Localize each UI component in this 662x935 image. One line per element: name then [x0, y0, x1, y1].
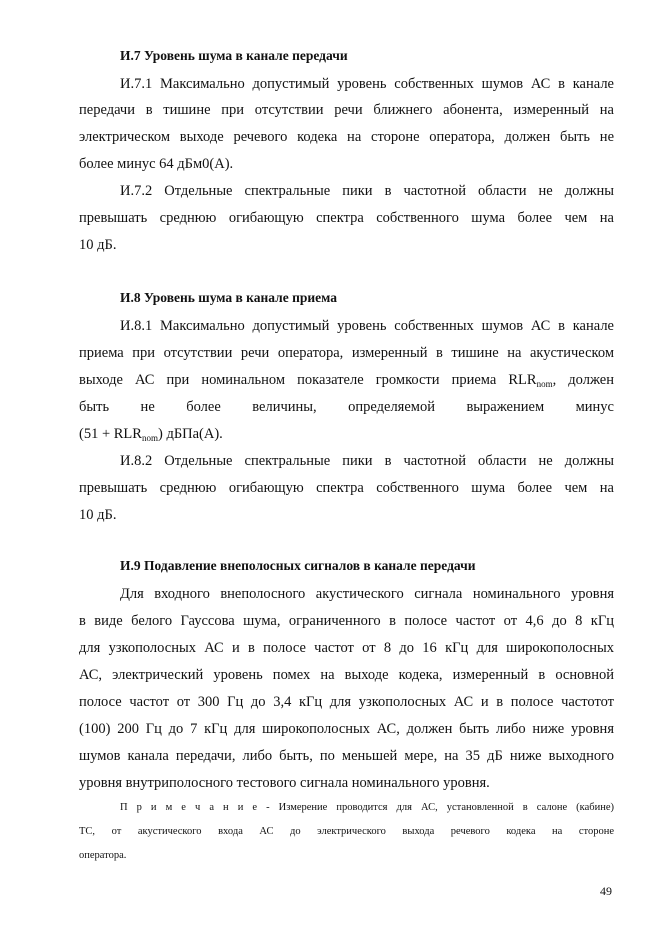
note-line: оператора. [79, 850, 127, 861]
paragraph-i9-line: Для входного внеполосного акустического сигнала номинального уровня [120, 586, 614, 602]
section-heading-i9: И.9 Подавление внеполосных сигналов в канале передачи [120, 558, 476, 573]
paragraph-i7-2-line: превышать среднюю огибающую спектра собственного шума более чем на [79, 210, 614, 226]
paragraph-i8-1-line [79, 425, 614, 443]
text-run: , должен [552, 372, 614, 388]
paragraph-i9-line: шумов канала передачи, либо быть, по меньшей мере, на 35 дБ ниже выходного [79, 748, 614, 764]
paragraph-i7-1-line: более минус 64 дБм0(А). [79, 156, 234, 172]
paragraph-i7-2-line: 10 дБ. [79, 237, 117, 253]
paragraph-i8-1-line [79, 371, 614, 389]
section-heading-i7: И.7 Уровень шума в канале передачи [120, 48, 348, 63]
paragraph-i8-2-line: 10 дБ. [79, 507, 117, 523]
paragraph-i7-1-line: электрическом выходе речевого кодека на стороне оператора, должен быть не [79, 129, 614, 145]
paragraph-i8-1-line: И.8.1 Максимально допустимый уровень собственных шумов АС в канале [120, 318, 614, 334]
text-run: (51 + RLR [79, 426, 142, 442]
subscript-nom: nom [141, 433, 158, 443]
note-line: ТС, от акустического входа АС до электрического выхода речевого кодека на стороне [79, 826, 614, 837]
paragraph-i9-line: для узкополосных АС и в полосе частот от 8 до 16 кГц для широкополосных [79, 640, 614, 656]
paragraph-i8-2-line: превышать среднюю огибающую спектра собственного шума более чем на [79, 480, 614, 496]
paragraph-i9-line: уровня внутриполосного тестового сигнала номинального уровня. [79, 775, 490, 791]
paragraph-i8-1-line: быть не более величины, определяемой выражением минус [79, 399, 614, 415]
paragraph-i8-1-line: приема при отсутствии речи оператора, измеренный в тишине на акустическом [79, 345, 614, 361]
paragraph-i7-1-line: передачи в тишине при отсутствии речи ближнего абонента, измеренный на [79, 102, 614, 118]
paragraph-i7-2-line: И.7.2 Отдельные спектральные пики в частотной области не должны [120, 183, 614, 199]
paragraph-i8-2-line: И.8.2 Отдельные спектральные пики в частотной области не должны [120, 453, 614, 469]
paragraph-i9-line: АС, электрический уровень помех на выходе кодека, измеренный в основной [79, 667, 614, 683]
section-heading-i8: И.8 Уровень шума в канале приема [120, 290, 337, 305]
paragraph-i9-line: в виде белого Гауссова шума, ограниченного в полосе частот от 4,6 до 8 кГц [79, 613, 614, 629]
paragraph-i7-1-line: И.7.1 Максимально допустимый уровень собственных шумов АС в канале [120, 76, 614, 92]
subscript-nom: nom [536, 379, 553, 389]
paragraph-i9-line: (100) 200 Гц до 7 кГц для широкополосных АС, должен быть либо ниже уровня [79, 721, 614, 737]
paragraph-i9-line: полосе частот от 300 Гц до 3,4 кГц для узкополосных АС и в полосе частотот [79, 694, 614, 710]
page-number: 49 [600, 884, 612, 898]
note-line: П р и м е ч а н и е - Измерение проводится для АС, установленной в салоне (кабине) [120, 802, 614, 813]
text-run: выходе АС при номинальном показателе громкости приема RLR [79, 372, 537, 388]
text-run: ) дБПа(А). [157, 426, 223, 442]
